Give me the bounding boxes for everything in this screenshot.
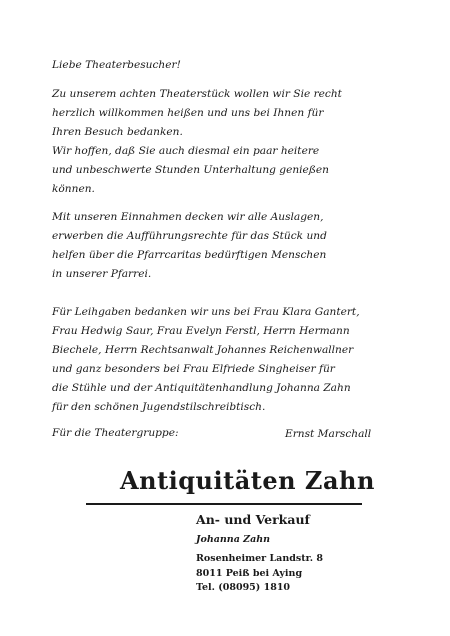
advert-title: Antiquitäten Zahn xyxy=(120,466,375,495)
advert-city: 8011 Peiß bei Aying xyxy=(196,568,303,579)
paragraph2-line1: Mit unseren Einnahmen decken wir alle Auslagen, xyxy=(52,211,324,223)
paragraph3-line3: Biechele, Herrn Rechtsanwalt Johannes Reichenwallner xyxy=(52,344,354,356)
paragraph2-line4: in unserer Pfarrei. xyxy=(52,268,152,280)
advert-phone: Tel. (08095) 1810 xyxy=(196,582,291,593)
paragraph1-line4: Wir hoffen, daß Sie auch diesmal ein paar heitere xyxy=(52,145,320,157)
paragraph3-line2: Frau Hedwig Saur, Frau Evelyn Ferstl, Herrn Hermann xyxy=(52,325,350,337)
advert-owner: Johanna Zahn xyxy=(196,534,271,545)
paragraph2-line2: erwerben die Aufführungsrechte für das Stück und xyxy=(52,230,327,242)
paragraph1-line3: Ihren Besuch bedanken. xyxy=(52,126,183,138)
paragraph3-line6: für den schönen Jugendstilschreibtisch. xyxy=(52,401,266,413)
advert-divider xyxy=(86,503,362,505)
paragraph3-line1: Für Leihgaben bedanken wir uns bei Frau Klara Gantert, xyxy=(52,306,360,318)
paragraph3-line5: die Stühle und der Antiquitätenhandlung Johanna Zahn xyxy=(52,382,351,394)
paragraph2-line3: helfen über die Pfarrcaritas bedürftigen Menschen xyxy=(52,249,327,261)
paragraph1-line1: Zu unserem achten Theaterstück wollen wir Sie recht xyxy=(52,88,342,100)
closing-group: Für die Theatergruppe: xyxy=(52,427,179,439)
signature-name: Ernst Marschall xyxy=(285,428,372,440)
advert-street: Rosenheimer Landstr. 8 xyxy=(196,553,323,564)
advert-subtitle: An- und Verkauf xyxy=(196,512,310,527)
paragraph1-line2: herzlich willkommen heißen und uns bei Ihnen für xyxy=(52,107,324,119)
paragraph3-line4: und ganz besonders bei Frau Elfriede Singheiser für xyxy=(52,363,335,375)
paragraph1-line6: können. xyxy=(52,183,95,195)
salutation: Liebe Theaterbesucher! xyxy=(52,59,181,71)
paragraph1-line5: und unbeschwerte Stunden Unterhaltung genießen xyxy=(52,164,329,176)
